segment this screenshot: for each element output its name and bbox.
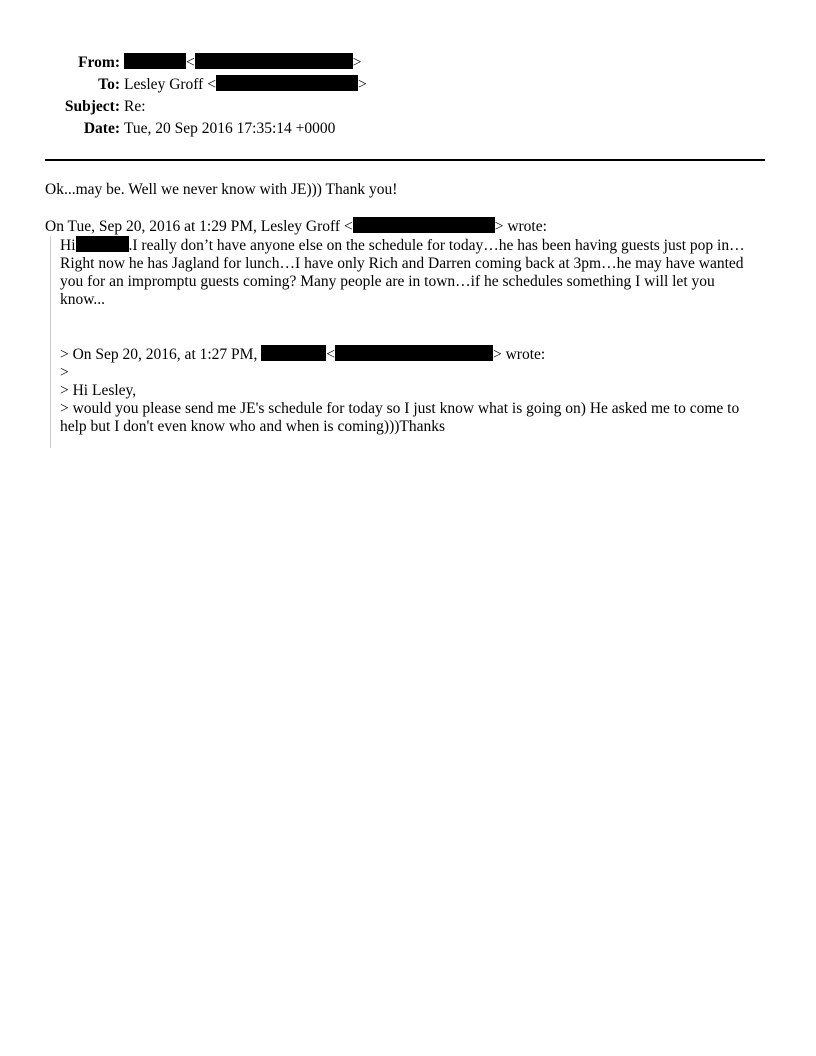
- redacted-sender-name: [261, 345, 326, 361]
- email-header: [40, 52, 367, 140]
- nested-quote-line-4: help but I don't even know who and when is coming)))Thanks: [60, 418, 446, 435]
- quote-line-2: Right now he has Jagland for lunch…I have only Rich and Darren coming back at 3pm…he may have wanted: [60, 255, 744, 272]
- redacted-recipient-email: [216, 75, 358, 91]
- nested-attribution-prefix: > On Sep 20, 2016, at 1:27 PM,: [60, 346, 258, 363]
- quote-line-4: know...: [60, 291, 106, 308]
- nested-quote-line-2: > Hi Lesley,: [60, 382, 137, 399]
- quoted-message: [50, 236, 770, 448]
- attribution-suffix: > wrote:: [494, 218, 547, 235]
- nested-quote-line-3: > would you please send me JE's schedule for today so I just know what is going on) He asked me to come to: [60, 400, 740, 417]
- quote-line-3: you for an impromptu guests coming? Many people are in town…if he schedules something I will let you: [60, 273, 715, 290]
- header-divider: [45, 159, 765, 161]
- to-row: [40, 74, 367, 96]
- date-value: Tue, 20 Sep 2016 17:35:14 +0000: [124, 120, 336, 137]
- date-row: [40, 118, 367, 140]
- reply-text: Ok...may be. Well we never know with JE))) Thank you!: [45, 181, 398, 198]
- spacer: [60, 309, 770, 327]
- redacted-name: [76, 236, 129, 252]
- to-name: Lesley Groff <: [124, 76, 216, 93]
- nested-lt: <: [326, 346, 335, 363]
- quote-greeting: Hi: [60, 237, 76, 254]
- to-gt: >: [357, 76, 367, 93]
- from-value: [124, 54, 362, 71]
- subject-row: [40, 96, 367, 118]
- redacted-sender-name: [124, 53, 186, 69]
- to-label: To:: [98, 76, 120, 93]
- from-row: [40, 52, 367, 74]
- redacted-sender-email: [335, 345, 493, 361]
- date-label: Date:: [83, 120, 120, 137]
- attribution-prefix: On Tue, Sep 20, 2016 at 1:29 PM, Lesley Groff <: [45, 218, 353, 235]
- from-lt: <: [186, 54, 195, 71]
- redacted-email: [353, 217, 495, 233]
- subject-label: Subject:: [64, 98, 120, 115]
- quote-line-1: [60, 236, 770, 255]
- nested-quote-line-1: >: [60, 364, 69, 381]
- quote-attribution: [45, 217, 770, 236]
- quote-line-1-rest: .I really don’t have anyone else on the schedule for today…he has been having guests just pop in…: [128, 237, 745, 254]
- from-label: From:: [78, 54, 120, 71]
- subject-value: Re:: [124, 98, 146, 115]
- spacer: [60, 327, 770, 345]
- nested-quote-attribution: [60, 345, 770, 364]
- spacer: [45, 199, 770, 217]
- from-gt: >: [352, 54, 362, 71]
- nested-attribution-suffix: > wrote:: [492, 346, 546, 363]
- to-value: [124, 76, 367, 93]
- email-body: [45, 181, 770, 448]
- redacted-sender-email: [195, 53, 353, 69]
